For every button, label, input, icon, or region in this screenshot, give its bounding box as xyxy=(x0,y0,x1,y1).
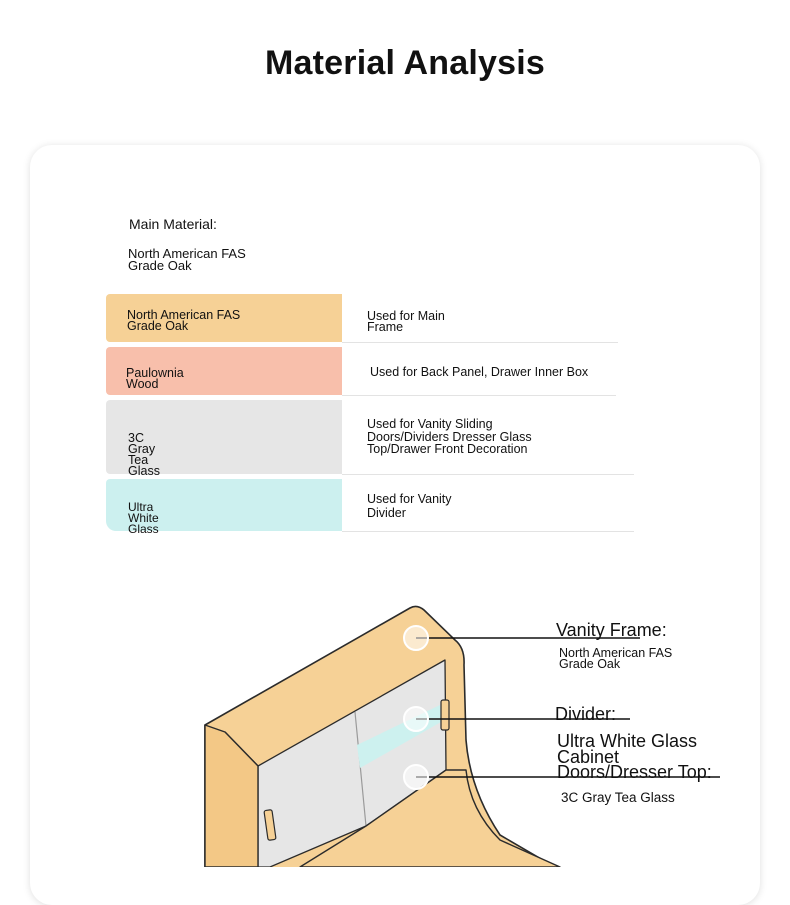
callout-divider-title: Divider: xyxy=(555,704,617,724)
callout-divider-value: Ultra White Glass xyxy=(557,731,698,751)
material-usage-white-glass: Used for Vanity Divider xyxy=(367,492,452,520)
page-title: Material Analysis xyxy=(265,44,545,82)
material-name-paulownia: Paulownia Wood xyxy=(126,366,184,391)
material-name-white-glass: Ultra White Glass xyxy=(128,500,159,536)
material-usage-gray-glass: Used for Vanity Sliding Doors/Dividers Dresser Glass Top/Drawer Front Decoration xyxy=(367,417,532,456)
material-name-gray-glass: 3C Gray Tea Glass xyxy=(128,431,160,478)
main-material-label: Main Material: xyxy=(129,216,217,232)
right-handle xyxy=(441,700,449,730)
callout-frame-title: Vanity Frame: xyxy=(556,620,667,640)
marker-cabinet xyxy=(404,765,428,789)
callout-frame-value: North American FAS Grade Oak xyxy=(559,646,673,671)
main-material-value: North American FAS Grade Oak xyxy=(128,246,246,273)
callout-cabinet-title: Cabinet Doors/Dresser Top: xyxy=(557,747,712,782)
material-usage-paulownia: Used for Back Panel, Drawer Inner Box xyxy=(370,365,589,379)
marker-divider xyxy=(404,707,428,731)
marker-frame xyxy=(404,626,428,650)
material-name-oak: North American FAS Grade Oak xyxy=(127,308,241,333)
material-usage-oak: Used for Main Frame xyxy=(367,309,445,334)
callout-cabinet-value: 3C Gray Tea Glass xyxy=(561,790,675,805)
